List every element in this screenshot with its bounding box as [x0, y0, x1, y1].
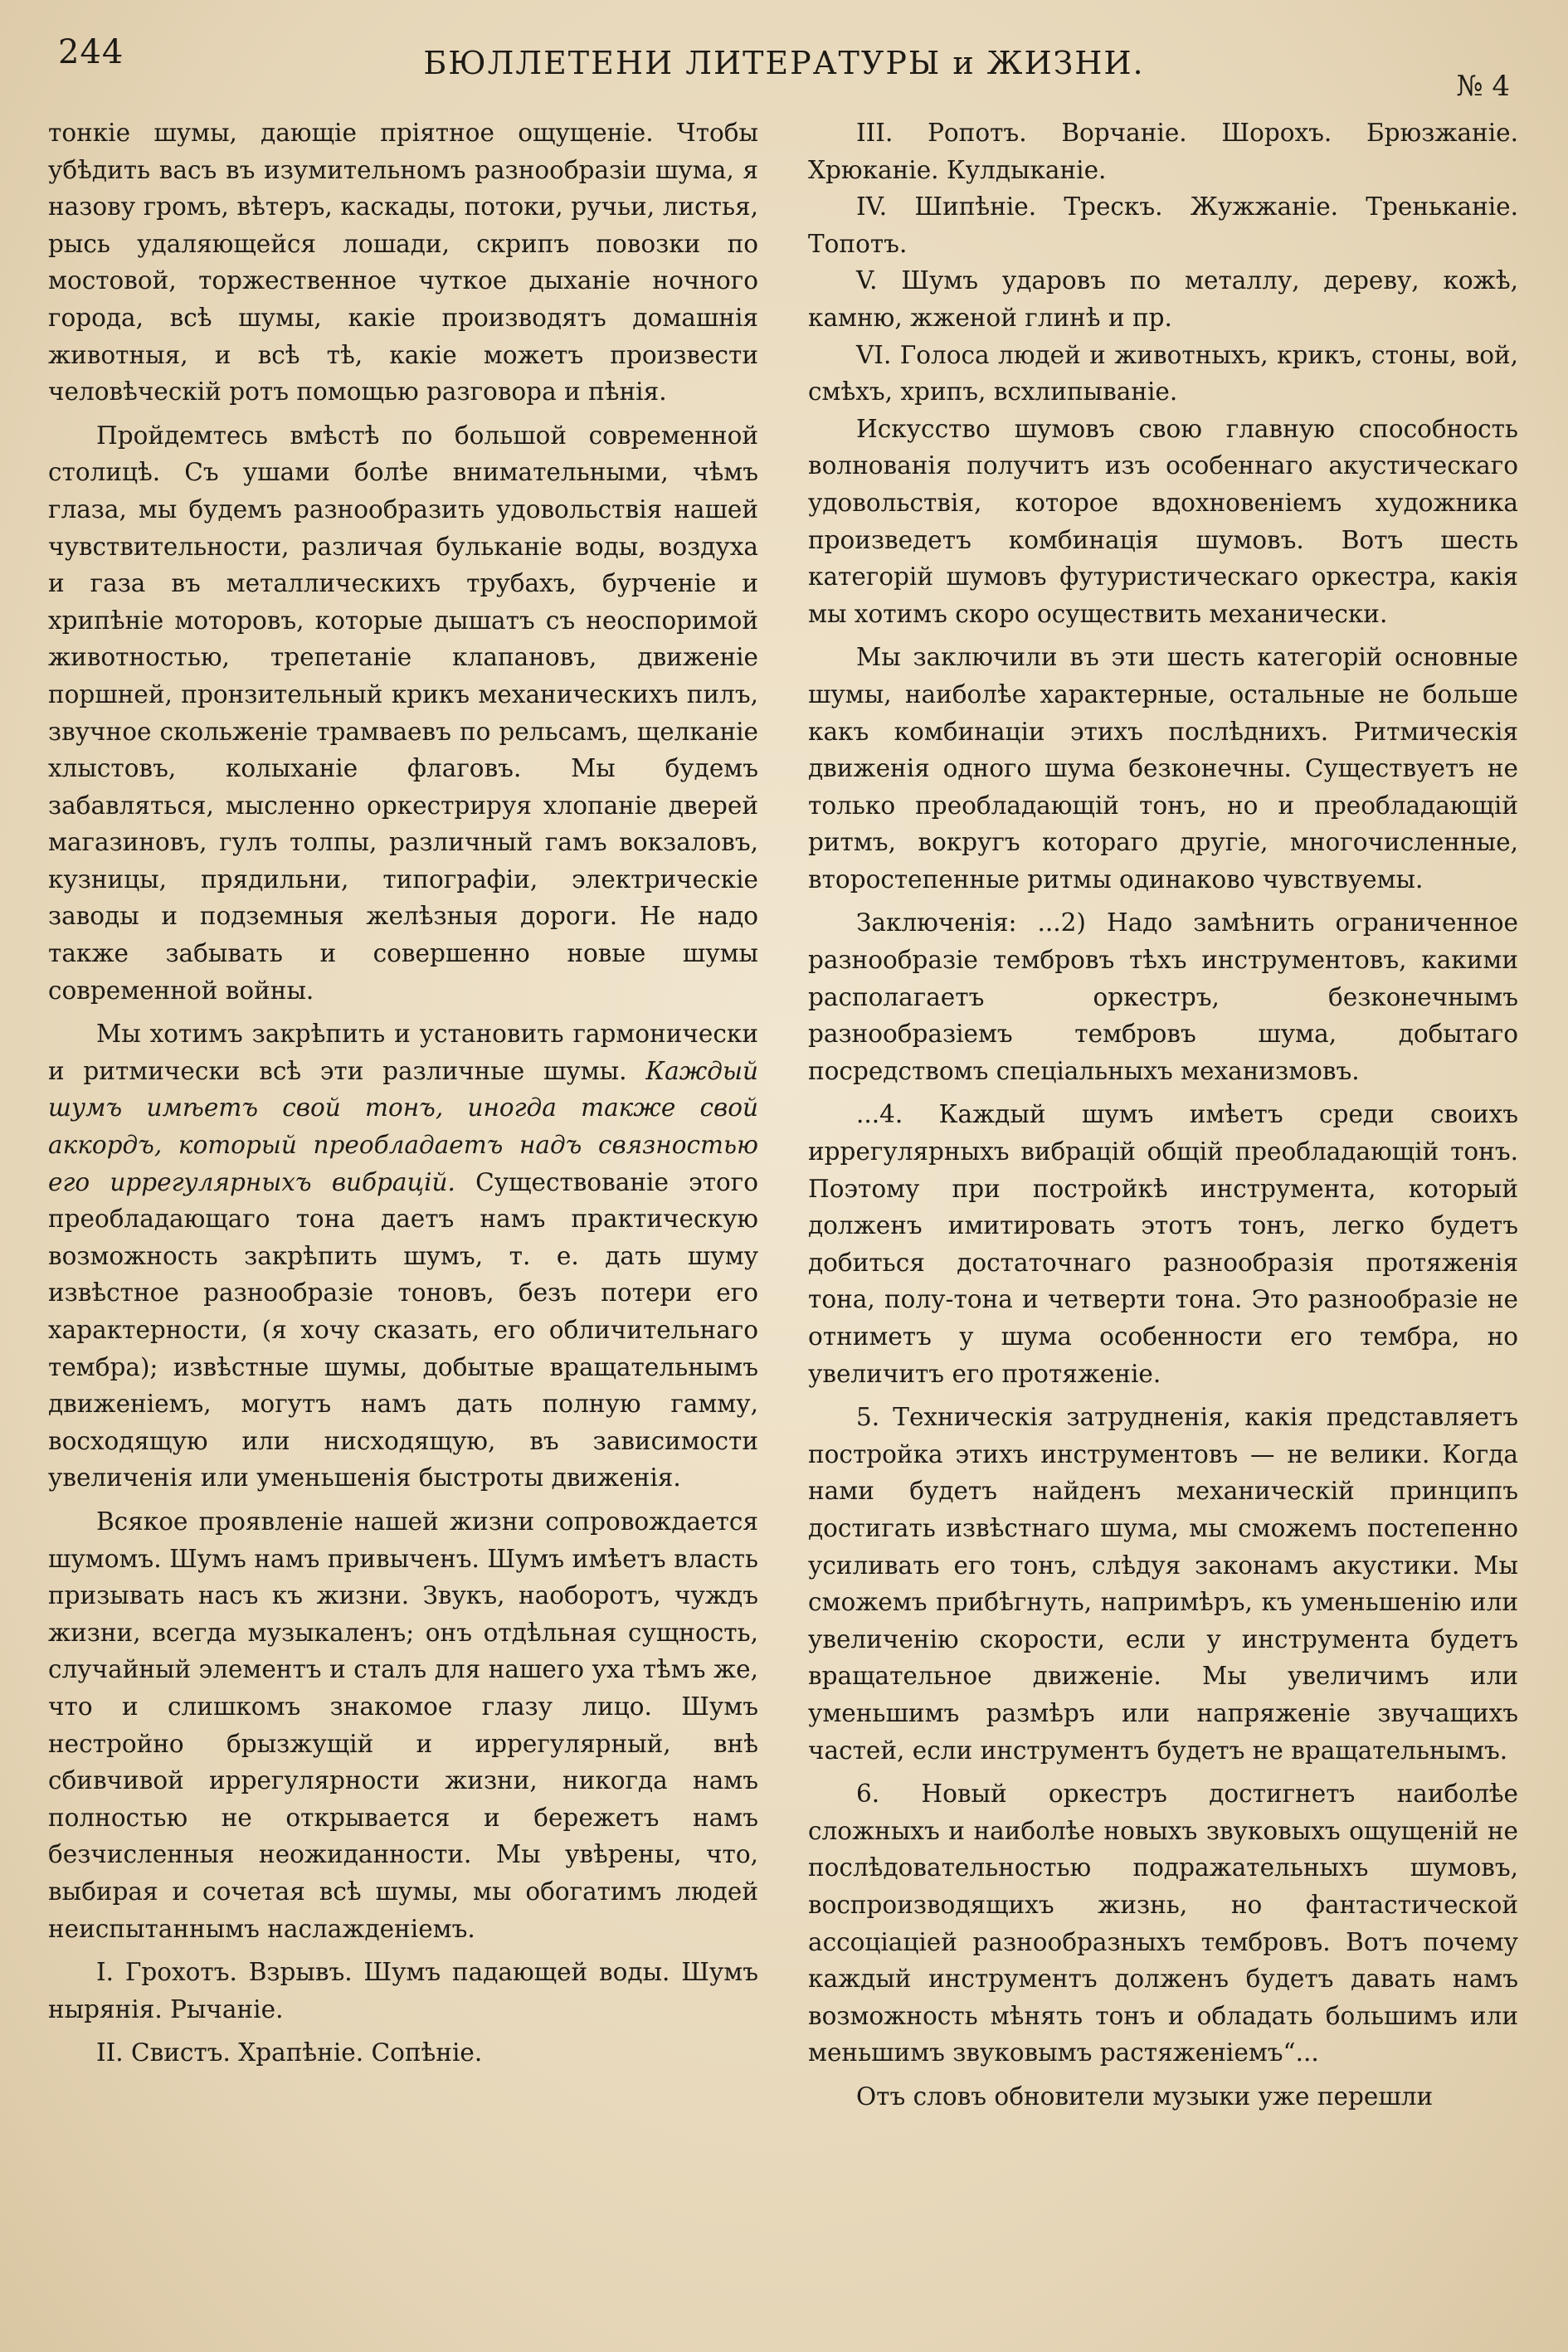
paragraph: ...4. Каждый шумъ имѣетъ среди своихъ иррегулярныхъ вибрацій общій преобладающій тонъ. Поэтому при постройкѣ инструмента, который долженъ имитировать этотъ тонъ, легко будетъ добиться достаточнаго разнообразія протяженія тона, полу-тона и четверти тона. Это разнообразіе не отниметъ у шума особенности его тембра, но увеличитъ его протяженіе.	[808, 1100, 1518, 1388]
running-title: БЮЛЛЕТЕНИ ЛИТЕРАТУРЫ и ЖИЗНИ.	[423, 45, 1145, 81]
issue-number: № 4	[1456, 70, 1510, 103]
noise-category-2: II. Свистъ. Храпѣніе. Сопѣніе.	[96, 2038, 483, 2067]
text-run: Мы хотимъ закрѣпить и установить гармонически и ритмически всѣ эти различные шумы.	[48, 1020, 758, 1085]
left-column	[48, 114, 758, 2335]
right-column	[808, 114, 1518, 2335]
paragraph: Отъ словъ обновители музыки уже перешли	[856, 2082, 1434, 2111]
paragraph: Пройдемтесь вмѣстѣ по большой современной столицѣ. Съ ушами болѣе внимательными, чѣмъ глаза, мы будемъ разнообразить удовольствія нашей чувствительности, различая бульканіе воды, воздуха и газа въ металлическихъ трубахъ, бурченіе и хрипѣніе моторовъ, которые дышатъ съ неоспоримой животностью, трепетаніе клапановъ, движеніе поршней, пронзительный крикъ механическихъ пилъ, звучное скольженіе трамваевъ по рельсамъ, щелканіе хлыстовъ, колыханіе флаговъ. Мы будемъ забавляться, мысленно оркестрируя хлопаніе дверей магазиновъ, гулъ толпы, различный гамъ вокзаловъ, кузницы, прядильни, типографіи, электрическіе заводы и подземныя желѣзныя дороги. Не надо также забывать и совершенно новые шумы современной войны.	[48, 421, 758, 1005]
text-columns	[48, 114, 1518, 2335]
noise-category-5: V. Шумъ ударовъ по металлу, дереву, кожѣ, камню, жженой глинѣ и пр.	[808, 266, 1518, 332]
paragraph: Заключенія: ...2) Надо замѣнить ограниченное разнообразіе тембровъ тѣхъ инструментовъ, какими располагаетъ оркестръ, безконечнымъ разнообразіемъ тембровъ шума, добытаго посредствомъ спеціальныхъ механизмовъ.	[808, 908, 1518, 1085]
paragraph: 6. Новый оркестръ достигнетъ наиболѣе сложныхъ и наиболѣе новыхъ звуковыхъ ощущеній не послѣдовательностью подражательныхъ шумовъ, воспроизводящихъ жизнь, но фантастической ассоціаціей разнообразныхъ тембровъ. Вотъ почему каждый инструментъ долженъ будетъ давать намъ возможность мѣнять тонъ и обладать большимъ или меньшимъ звуковымъ растяженіемъ“...	[808, 1780, 1518, 2067]
noise-category-1: I. Грохотъ. Взрывъ. Шумъ падающей воды. Шумъ нырянія. Рычаніе.	[48, 1958, 758, 2023]
page-number: 244	[58, 33, 124, 71]
noise-category-3: III. Ропотъ. Ворчаніе. Шорохъ. Брюзжаніе. Хрюканіе. Кулдыканіе.	[808, 119, 1518, 184]
paragraph: Искусство шумовъ свою главную способность волнованія получитъ изъ особеннаго акустическаго удовольствія, которое вдохновеніемъ художника произведетъ комбинація шумовъ. Вотъ шесть категорій шумовъ футуристическаго оркестра, какія мы хотимъ скоро осуществить механически.	[808, 414, 1518, 628]
page-header	[50, 33, 1518, 103]
paragraph: Мы заключили въ эти шесть категорій основные шумы, наиболѣе характерные, остальные не больше какъ комбинаціи этихъ послѣднихъ. Ритмическія движенія одного шума безконечны. Существуетъ не только преобладающій тонъ, но и преобладающій ритмъ, вокругъ котораго другіе, многочисленные, второстепенные ритмы одинаково чувствуемы.	[808, 643, 1518, 894]
paragraph: 5. Техническія затрудненія, какія представляетъ постройка этихъ инструментовъ — не велики. Когда нами будетъ найденъ механическій принципъ достигать извѣстнаго шума, мы сможемъ постепенно усиливать его тонъ, слѣдуя законамъ акустики. Мы сможемъ прибѣгнуть, напримѣръ, къ уменьшенію или увеличенію скорости, если у инструмента будетъ вращательное движеніе. Мы увеличимъ или уменьшимъ размѣръ или напряженіе звучащихъ частей, если инструментъ будетъ не вращательнымъ.	[808, 1403, 1518, 1765]
paragraph: Всякое проявленіе нашей жизни сопровождается шумомъ. Шумъ намъ привыченъ. Шумъ имѣетъ власть призывать насъ къ жизни. Звукъ, наоборотъ, чуждъ жизни, всегда музыкаленъ; онъ отдѣльная сущность, случайный элементъ и сталъ для нашего уха тѣмъ же, что и слишкомъ знакомое глазу лицо. Шумъ нестройно брызжущій и иррегулярный, внѣ сбивчивой иррегулярности жизни, никогда намъ полностью не открывается и бережетъ намъ безчисленныя неожиданности. Мы увѣрены, что, выбирая и сочетая всѣ шумы, мы обогатимъ людей неиспытаннымъ наслажденіемъ.	[48, 1507, 758, 1943]
italic-text-run: Каждый шумъ имѣетъ свой тонъ, иногда также свой аккордъ, который преобладаетъ надъ связностью его иррегулярныхъ вибрацій.	[48, 1056, 758, 1196]
paragraph: тонкіе шумы, дающіе пріятное ощущеніе. Чтобы убѣдить васъ въ изумительномъ разнообразіи шума, я назову громъ, вѣтеръ, каскады, потоки, ручьи, листья, рысь удаляющейся лошади, скрипъ повозки по мостовой, торжественное чуткое дыханіе ночного города, всѣ шумы, какіе производятъ домашнія животныя, и всѣ тѣ, какіе можетъ произвести человѣческій ротъ помощью разговора и пѣнія.	[48, 119, 758, 407]
noise-category-6: VI. Голоса людей и животныхъ, крикъ, стоны, вой, смѣхъ, хрипъ, всхлипываніе.	[808, 340, 1518, 407]
paragraph	[48, 1015, 758, 1497]
noise-category-4: IV. Шипѣніе. Трескъ. Жужжаніе. Треньканіе. Топотъ.	[808, 192, 1518, 258]
text-run: Существованіе этого преобладающаго тона даетъ намъ практическую возможность закрѣпить шумъ, т. е. дать шуму извѣстное разнообразіе тоновъ, безъ потери его характерности, (я хочу сказать, его обличительнаго тембра); извѣстные шумы, добытые вращательнымъ движеніемъ, могутъ намъ дать полную гамму, восходящую или нисходящую, въ зависимости увеличенія или уменьшенія быстроты движенія.	[48, 1167, 758, 1493]
